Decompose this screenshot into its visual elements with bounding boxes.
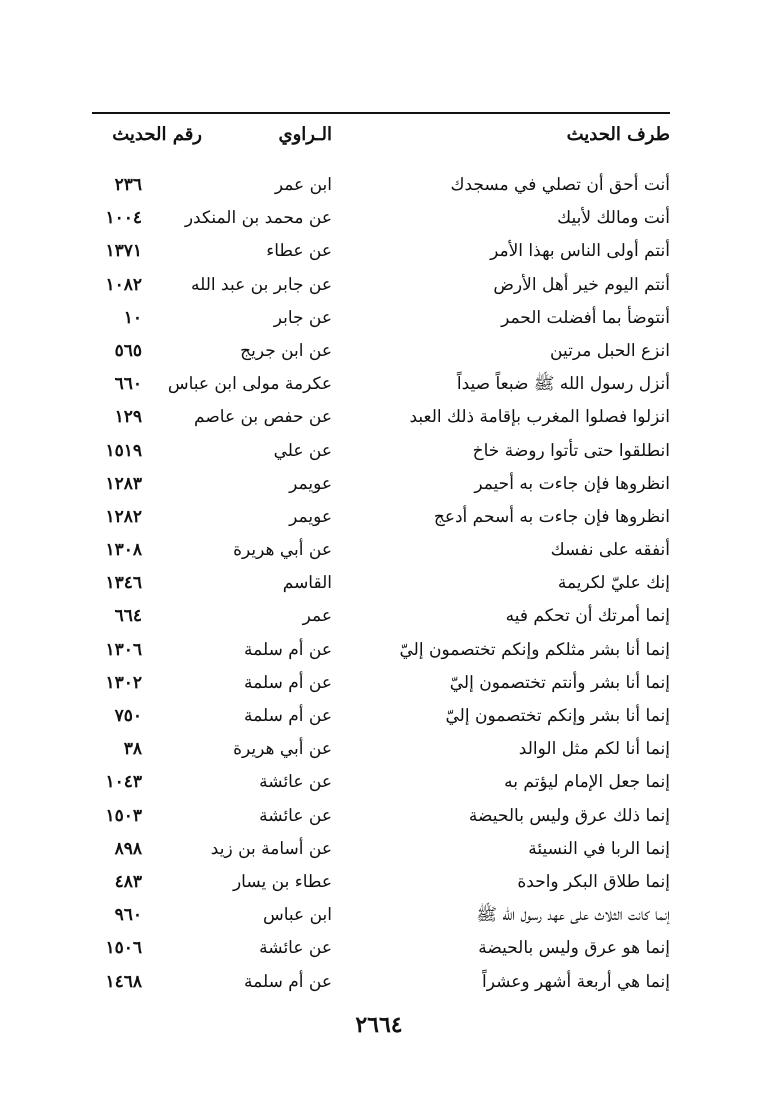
hadith-number-cell: ١٢٩	[114, 407, 142, 428]
hadith-number-cell: ٦٦٤	[114, 606, 142, 627]
table-row	[92, 535, 670, 568]
table-row	[92, 303, 670, 336]
narrator-cell: عن جابر بن عبد الله	[190, 274, 332, 295]
hadith-number-cell: ١٢٨٢	[105, 506, 142, 527]
table-row	[92, 834, 670, 867]
table-row	[92, 170, 670, 203]
hadith-start-cell: إنما هو عرق وليس بالحيضة	[478, 938, 670, 959]
hadith-number-cell: ١٠	[123, 307, 142, 328]
narrator-cell: عن أم سلمة	[244, 706, 332, 726]
narrator-cell: عن جابر	[273, 307, 332, 328]
table-header	[92, 124, 670, 154]
table-row	[92, 469, 670, 502]
table-row	[92, 801, 670, 834]
hadith-start-cell: أنزل رسول الله ﷺ ضبعاً صيداً	[456, 374, 670, 395]
hadith-number-cell: ٩٦٠	[114, 905, 142, 926]
table-row	[92, 270, 670, 303]
narrator-cell: عن أم سلمة	[244, 672, 332, 693]
table-row	[92, 701, 670, 734]
header-hadith-start: طرف الحديث	[566, 124, 670, 145]
hadith-number-cell: ١٠٠٤	[105, 208, 142, 229]
table-row	[92, 236, 670, 269]
narrator-cell: ابن عمر	[274, 175, 332, 195]
hadith-number-cell: ١٥٠٦	[105, 938, 142, 959]
hadith-number-cell: ١٣٧١	[105, 241, 142, 262]
hadith-number-cell: ٤٨٣	[114, 871, 142, 892]
narrator-cell: عويمر	[289, 506, 332, 527]
hadith-start-cell: أنت أحق أن تصلي في مسجدك	[450, 175, 670, 195]
hadith-number-cell: ١٣٠٦	[105, 639, 142, 660]
hadith-start-cell: إنما كانت الثلاث على عهد رسول الله ﷺ	[476, 905, 670, 926]
index-rows	[92, 170, 670, 1000]
table-row	[92, 502, 670, 535]
narrator-cell: عن علي	[273, 440, 332, 461]
hadith-number-cell: ٦٦٠	[114, 374, 142, 395]
hadith-start-cell: أنتم أولى الناس بهذا الأمر	[490, 241, 670, 262]
table-row	[92, 601, 670, 634]
narrator-cell: عن حفص بن عاصم	[194, 407, 332, 428]
hadith-number-cell: ١٥١٩	[105, 440, 142, 461]
narrator-cell: عمر	[302, 606, 332, 627]
narrator-cell: عن أبي هريرة	[233, 739, 332, 760]
page-number: ٢٦٦٤	[355, 1012, 403, 1038]
table-row	[92, 436, 670, 469]
narrator-cell: عن عائشة	[259, 772, 332, 793]
table-row	[92, 734, 670, 767]
hadith-start-cell: انظروها فإن جاءت به أحيمر	[474, 473, 670, 494]
table-row	[92, 867, 670, 900]
hadith-number-cell: ١٣٠٨	[105, 540, 142, 561]
hadith-number-cell: ٥٦٥	[114, 340, 142, 361]
hadith-start-cell: انظروها فإن جاءت به أسحم أدعج	[433, 506, 670, 527]
table-row	[92, 369, 670, 402]
narrator-cell: عن أسامة بن زيد	[210, 838, 332, 859]
table-row	[92, 402, 670, 435]
hadith-start-cell: إنما هي أربعة أشهر وعشراً	[482, 971, 670, 992]
hadith-number-cell: ١٠٨٢	[105, 274, 142, 295]
table-row	[92, 933, 670, 966]
table-row	[92, 336, 670, 369]
hadith-start-cell: إنما جعل الإمام ليؤتم به	[504, 772, 670, 793]
hadith-number-cell: ١٤٦٨	[105, 971, 142, 992]
hadith-start-cell: إنما أنا بشر وإنكم تختصمون إليّ	[445, 706, 670, 726]
hadith-start-cell: إنما أنا بشر مثلكم وإنكم تختصمون إليّ	[399, 639, 670, 660]
narrator-cell: القاسم	[282, 573, 332, 594]
table-row	[92, 900, 670, 933]
hadith-number-cell: ٢٣٦	[114, 175, 142, 195]
hadith-start-cell: إنما أنا لكم مثل الوالد	[518, 739, 670, 760]
hadith-number-cell: ٧٥٠	[114, 706, 142, 726]
hadith-number-cell: ٣٨	[123, 739, 142, 760]
hadith-start-cell: إنما ذلك عرق وليس بالحيضة	[468, 805, 670, 826]
narrator-cell: عن ابن جريج	[240, 340, 332, 361]
hadith-start-cell: إنما الربا في النسيئة	[528, 838, 670, 859]
narrator-cell: عن أم سلمة	[244, 971, 332, 992]
hadith-number-cell: ١٠٤٣	[105, 772, 142, 793]
table-row	[92, 568, 670, 601]
narrator-cell: عن عطاء	[266, 241, 332, 262]
hadith-start-cell: إنما أمرتك أن تحكم فيه	[505, 606, 670, 627]
hadith-start-cell: أنتم اليوم خير أهل الأرض	[493, 274, 670, 295]
narrator-cell: عويمر	[289, 473, 332, 494]
narrator-cell: عكرمة مولى ابن عباس	[167, 374, 332, 395]
hadith-start-cell: انطلقوا حتى تأتوا روضة خاخ	[472, 440, 670, 461]
hadith-start-cell: أنتوضأ بما أفضلت الحمر	[501, 307, 670, 328]
narrator-cell: عن عائشة	[259, 938, 332, 959]
narrator-cell: عن محمد بن المنكدر	[184, 208, 332, 229]
narrator-cell: عن أم سلمة	[244, 639, 332, 660]
narrator-cell: عن عائشة	[259, 805, 332, 826]
table-row	[92, 668, 670, 701]
top-rule	[92, 112, 670, 114]
table-row	[92, 767, 670, 800]
hadith-number-cell: ١٣٤٦	[105, 573, 142, 594]
hadith-start-cell: إنما أنا بشر وأنتم تختصمون إليّ	[449, 672, 670, 693]
hadith-number-cell: ١٥٠٣	[105, 805, 142, 826]
hadith-start-cell: انزع الحبل مرتين	[550, 340, 670, 361]
hadith-start-cell: إنما طلاق البكر واحدة	[517, 871, 670, 892]
hadith-start-cell: أنت ومالك لأبيك	[557, 208, 670, 229]
narrator-cell: عطاء بن يسار	[232, 871, 332, 892]
hadith-number-cell: ٨٩٨	[114, 838, 142, 859]
table-row	[92, 967, 670, 1000]
header-hadith-number: رقم الحديث	[112, 124, 202, 145]
hadith-start-cell: انزلوا فصلوا المغرب بإقامة ذلك العبد	[409, 407, 670, 428]
hadith-start-cell: إنك عليّ لكريمة	[557, 573, 670, 594]
narrator-cell: عن أبي هريرة	[233, 540, 332, 561]
hadith-start-cell: أنفقه على نفسك	[550, 540, 670, 561]
narrator-cell: ابن عباس	[262, 905, 332, 926]
hadith-number-cell: ١٣٠٢	[105, 672, 142, 693]
header-narrator: الـراوي	[278, 124, 332, 145]
hadith-number-cell: ١٢٨٣	[105, 473, 142, 494]
table-row	[92, 635, 670, 668]
table-row	[92, 203, 670, 236]
